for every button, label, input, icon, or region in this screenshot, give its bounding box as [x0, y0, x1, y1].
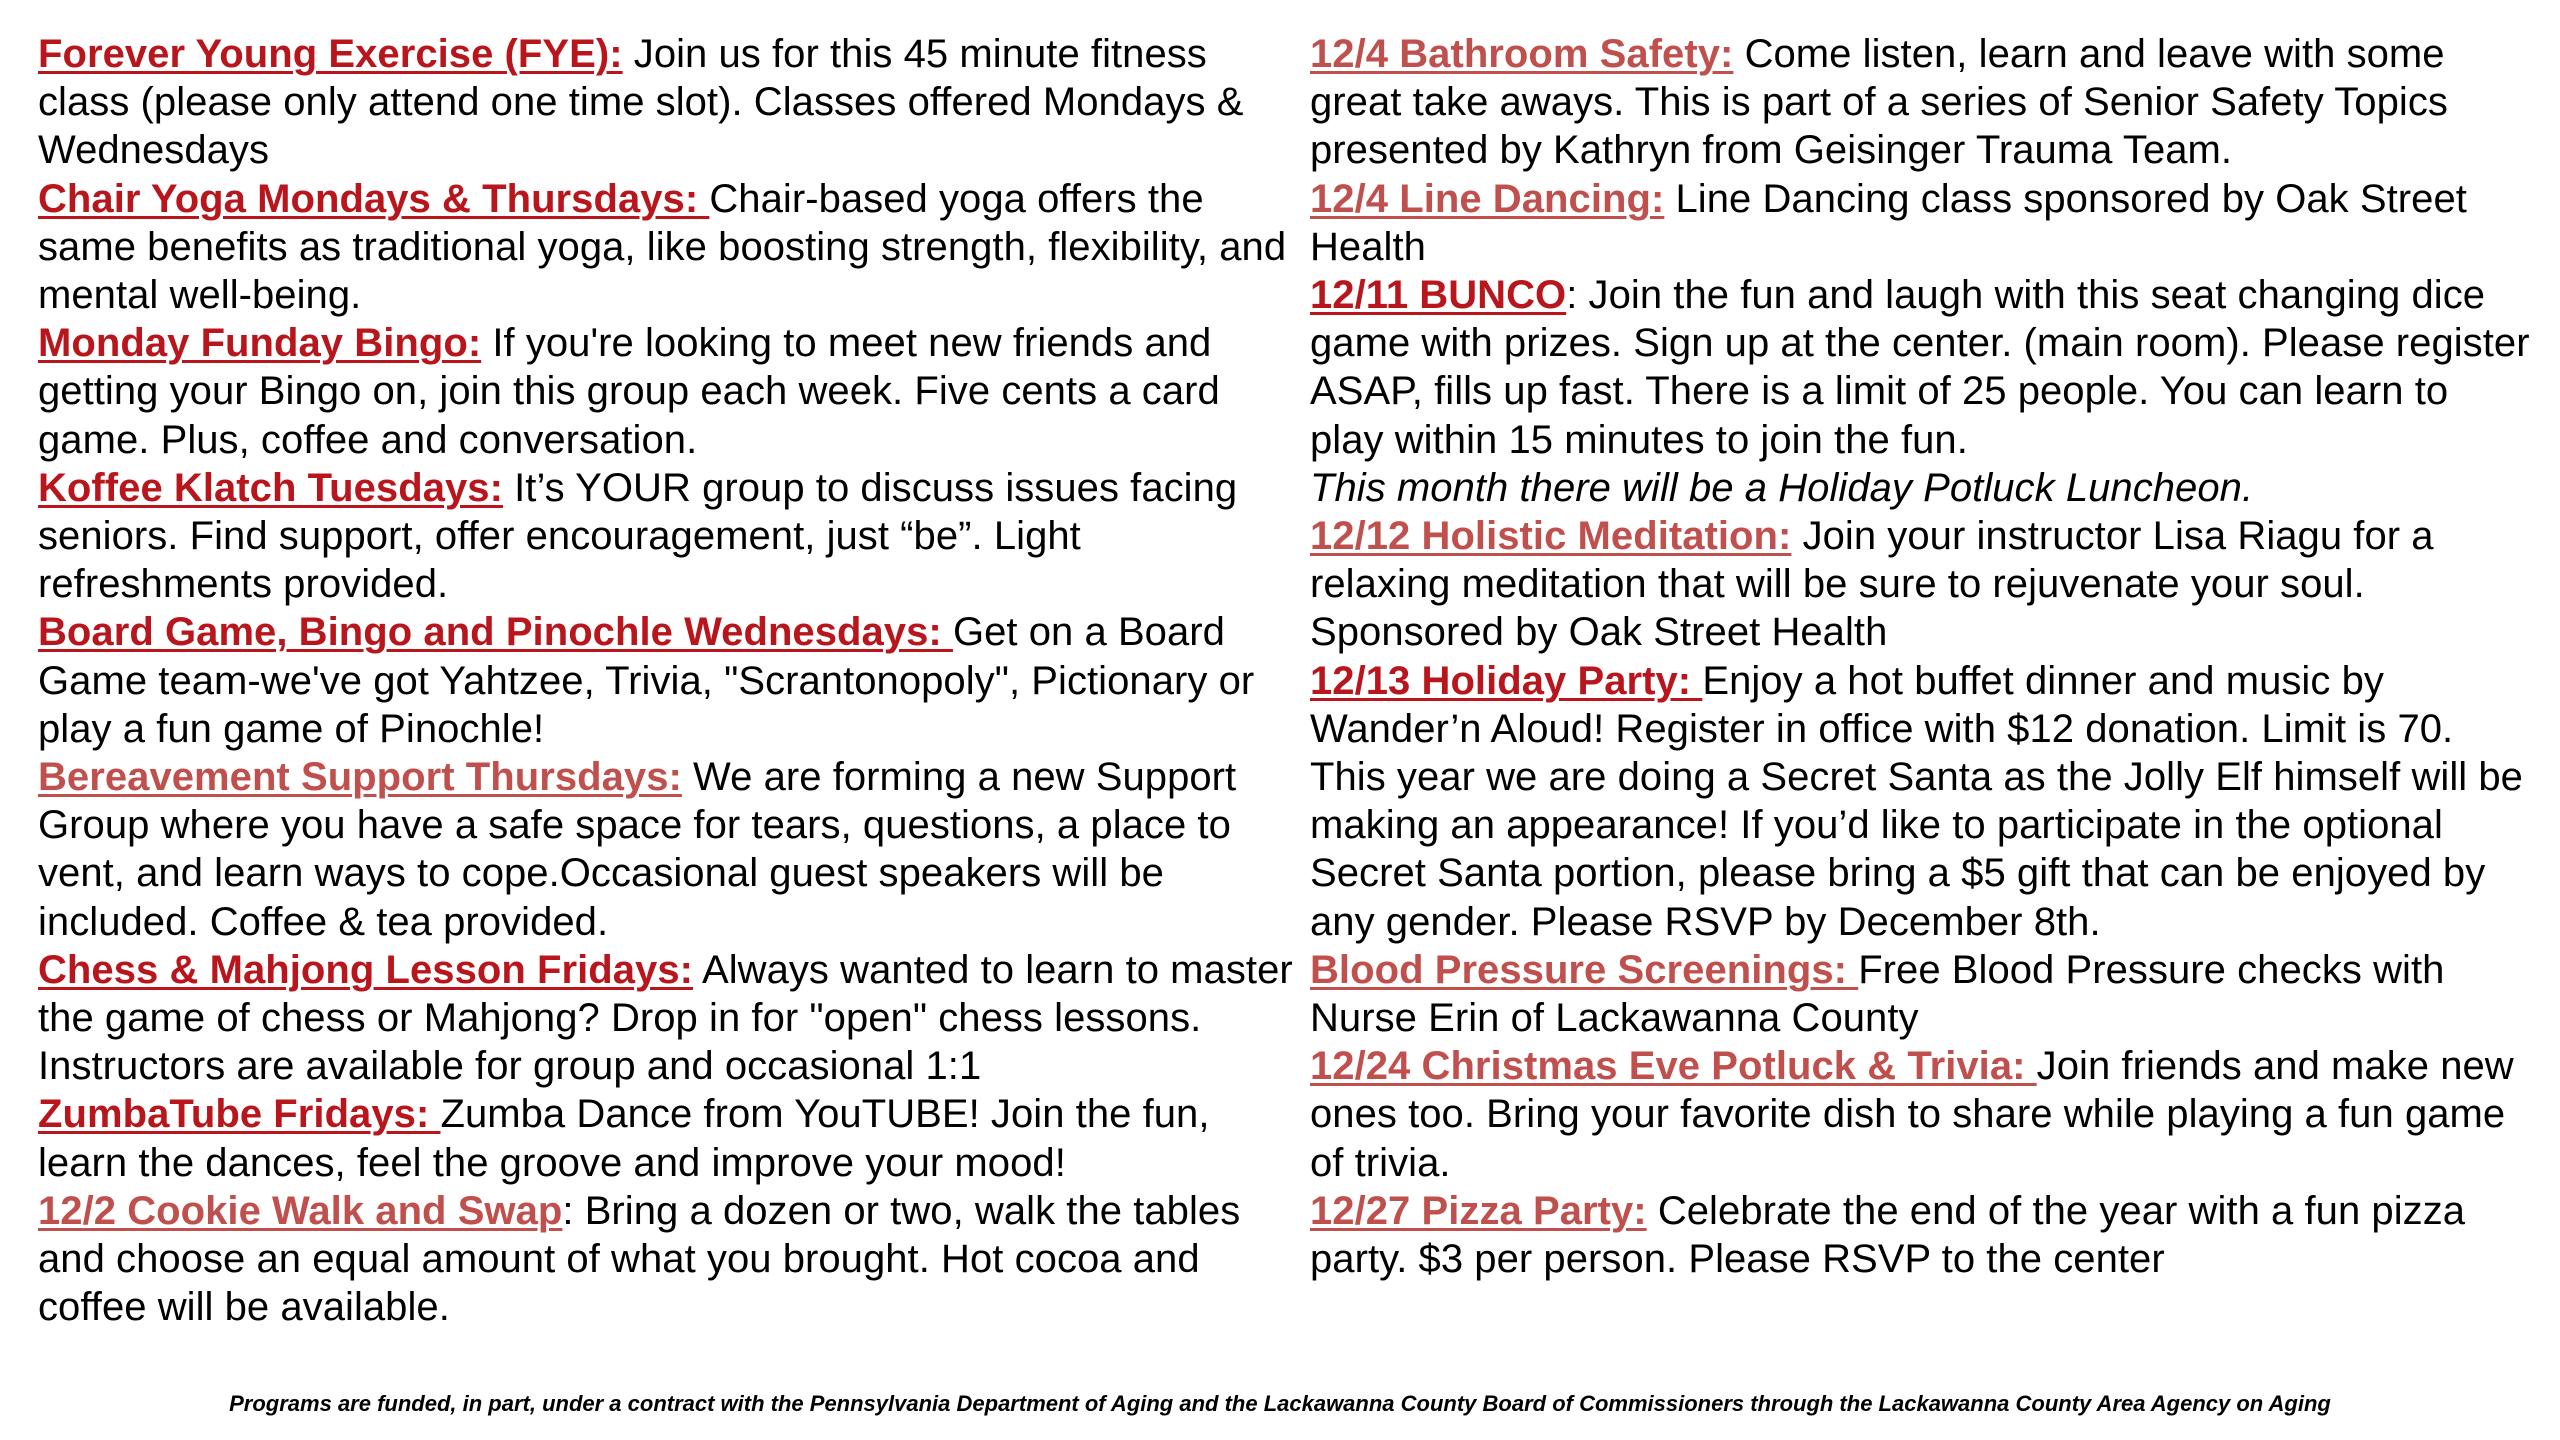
program-entry-bereavement — [38, 753, 1300, 946]
event-heading: 12/4 Bathroom Safety: — [1310, 32, 1734, 76]
funding-footer: Programs are funded, in part, under a contract with the Pennsylvania Department of Aging and the Lackawanna County Board of Commissioners through the Lackawanna County Area Agency on Aging — [229, 1391, 2331, 1416]
event-heading: 12/27 Pizza Party: — [1310, 1188, 1647, 1233]
program-entry-koffee-klatch — [38, 464, 1300, 609]
program-heading: 12/2 Cookie Walk and Swap — [38, 1188, 563, 1233]
program-entry-board-games — [38, 608, 1300, 753]
program-entry-chess-mahjong — [38, 946, 1300, 1091]
program-description: : Bring a dozen or two, walk the tables and choose an equal amount of what you brought. Hot cocoa and coffee will be available. — [38, 1188, 1241, 1330]
program-heading: Board Game, Bingo and Pinochle Wednesdays: — [38, 610, 953, 655]
event-description: Celebrate the end of the year with a fun pizza party. $3 per person. Please RSVP to the center — [1310, 1188, 2466, 1282]
event-entry-blood-pressure — [1310, 946, 2532, 1042]
program-heading: Chess & Mahjong Lesson Fridays: — [38, 947, 694, 992]
event-entry-pizza-party — [1310, 1187, 2532, 1283]
event-entry-bathroom-safety — [1310, 30, 2532, 175]
program-heading: Chair Yoga Mondays & Thursdays: — [38, 176, 710, 221]
event-heading: 12/11 BUNCO — [1310, 273, 1567, 318]
event-description: Join your instructor Lisa Riagu for a relaxing meditation that will be sure to rejuvenate your soul. Sponsored by Oak Street Health — [1310, 514, 2434, 655]
event-description: Come listen, learn and leave with some great take aways. This is part of a series of Senior Safety Topics presented by Kathryn from Geisinger Trauma Team. — [1310, 32, 2448, 173]
event-heading: Blood Pressure Screenings: — [1310, 947, 1859, 992]
event-description: : Join the fun and laugh with this seat changing dice game with prizes. Sign up at the center. (main room). Please register ASAP, fills up fast. There is a limit of 25 people. You can learn to play within 15 minutes to join the fun. — [1310, 273, 2530, 462]
event-entry-line-dancing — [1310, 175, 2532, 271]
event-note: This month there will be a Holiday Potluck Luncheon. — [1310, 465, 2254, 510]
event-heading: 12/24 Christmas Eve Potluck & Trivia: — [1310, 1044, 2037, 1089]
event-description: Enjoy a hot buffet dinner and music by Wander’n Aloud! Register in office with $12 donation. Limit is 70. This year we are doing a Secret Santa as the Jolly Elf himself will be making an appearance! If you’d like to participate in the optional Secret Santa portion, please bring a $5 gift that can be enjoyed by any gender. Please RSVP by December 8th. — [1310, 658, 2523, 944]
event-heading: 12/12 Holistic Meditation: — [1310, 514, 1792, 559]
program-entry-fye — [38, 30, 1300, 175]
event-entry-bunco — [1310, 271, 2532, 512]
program-description: It’s YOUR group to discuss issues facing seniors. Find support, offer encouragement, just “be”. Light refreshments provided. — [38, 465, 1238, 607]
program-description: If you're looking to meet new friends and getting your Bingo on, join this group each week. Five cents a card game. Plus, coffee and conversation. — [38, 321, 1220, 462]
program-heading: ZumbaTube Fridays: — [38, 1092, 441, 1137]
program-entry-chair-yoga — [38, 175, 1300, 320]
right-column — [1310, 30, 2532, 1283]
event-entry-christmas-eve — [1310, 1042, 2532, 1187]
program-heading: Monday Funday Bingo: — [38, 321, 482, 366]
program-entry-bingo — [38, 319, 1300, 464]
program-description: We are forming a new Support Group where you have a safe space for tears, questions, a place to vent, and learn ways to cope.Occasional guest speakers will be included. Coffee & tea provided. — [38, 755, 1237, 944]
program-description: Always wanted to learn to master the game of chess or Mahjong? Drop in for "open" chess lessons. Instructors are available for group and occasional 1:1 — [38, 947, 1293, 1089]
program-description: Zumba Dance from YouTUBE! Join the fun, learn the dances, feel the groove and improve your mood! — [38, 1092, 1210, 1185]
event-description: Line Dancing class sponsored by Oak Street Health — [1310, 176, 2467, 269]
program-description: Get on a Board Game team-we've got Yahtzee, Trivia, "Scrantonopoly", Pictionary or play a fun game of Pinochle! — [38, 610, 1255, 751]
event-description: Free Blood Pressure checks with Nurse Erin of Lackawanna County — [1310, 947, 2445, 1041]
event-entry-holistic-meditation — [1310, 512, 2532, 657]
event-entry-holiday-party — [1310, 657, 2532, 946]
program-entry-cookie-walk — [38, 1187, 1300, 1332]
left-column — [38, 30, 1300, 1331]
event-description: Join friends and make new ones too. Bring your favorite dish to share while playing a fun game of trivia. — [1310, 1044, 2514, 1185]
event-heading: 12/13 Holiday Party: — [1310, 658, 1703, 703]
program-entry-zumbatube — [38, 1090, 1300, 1186]
program-description: Chair-based yoga offers the same benefits as traditional yoga, like boosting strength, flexibility, and mental well-being. — [38, 176, 1287, 318]
program-heading: Koffee Klatch Tuesdays: — [38, 465, 503, 510]
event-heading: 12/4 Line Dancing: — [1310, 176, 1665, 221]
program-description: Join us for this 45 minute fitness class (please only attend one time slot). Classes offered Mondays & Wednesdays — [38, 32, 1244, 173]
program-heading: Bereavement Support Thursdays: — [38, 755, 682, 800]
program-heading: Forever Young Exercise (FYE): — [38, 32, 623, 76]
